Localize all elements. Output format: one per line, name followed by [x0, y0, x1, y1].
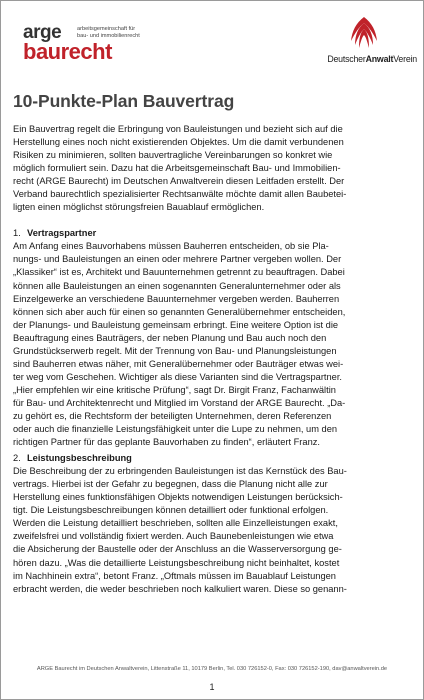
page-number: 1 — [209, 682, 215, 692]
text-line: die Absicherung der Baustelle oder der Anschluss an die Wasserversorgung ge- — [13, 544, 342, 555]
text-line: zu gehört es, die Rechtsform der beteiligten Unternehmen, deren Referenzen — [13, 410, 332, 421]
text-line: Herstellung eines funktionsfähigen Objekts notwendigen Leistungen berücksich- — [13, 492, 343, 503]
section-1-heading: 1. Vertragspartner — [13, 228, 97, 239]
text-line: recht (ARGE Baurecht) im Deutschen Anwaltverein diesen Leitfaden erstellt. Der — [13, 176, 345, 187]
logo-arge-word: arge — [23, 22, 62, 43]
text-line: zweifelsfrei und vollständig fixiert werden. Auch Baunebenleistungen wie etwa — [13, 531, 334, 542]
text-line: Grundstückserwerb regelt. Mit der Trennung von Bau- und Planungsleistungen — [13, 345, 337, 356]
dav-logo — [311, 15, 417, 71]
text-line: Ein Bauvertrag regelt die Erbringung von Bauleistungen und bezieht sich auf die — [13, 124, 343, 134]
section-2-paragraph — [13, 465, 411, 595]
intro-paragraph — [13, 123, 411, 214]
dav-eagle-icon — [346, 15, 382, 51]
text-line: richtigen Partner für das geplante Bauvorhaben zu finden“, erläutert Franz. — [13, 437, 320, 448]
text-line: Risiken zu minimieren, sollten bauvertragliche Vereinbarungen so konkret wie — [13, 150, 333, 161]
text-line: im Nachhinein extra“, betont Franz. „Oftmals müssen im Bauablauf Leistungen — [13, 570, 336, 581]
text-line: oder auch die finanzielle Leistungsfähigkeit unter die Lupe zu nehmen, um den — [13, 424, 338, 435]
text-line: möglich formuliert sein. Dazu hat die Arbeitsgemeinschaft Bau- und Immobilien- — [13, 163, 341, 174]
text-line: Werden die Leistung detailliert beschrieben, sollten alle Einzelleistungen exakt, — [13, 518, 338, 529]
text-line: „Klassiker“ ist es, Architekt und Bauunternehmen getrennt zu beauftragen. Dabei — [13, 267, 345, 278]
text-line: Verband baurechtlich spezialisierter Rechtsanwälte möchte damit allen Baubetei- — [13, 189, 347, 200]
text-line: für Bau- und Architektenrecht und Mitglied im Vorstand der ARGE Baurecht. „Da- — [13, 397, 346, 408]
logo-baurecht-word: baurecht — [23, 39, 112, 64]
text-line: können sich aber auch für einen so genannten Generalübernehmer entscheiden, — [13, 306, 346, 317]
text-line: Am Anfang eines Bauvorhabens müssen Bauherren entscheiden, ob sie Pla- — [13, 241, 329, 252]
text-line: vertrags. Hierbei ist der Gefahr zu begegnen, dass die Planung nicht alle zur — [13, 479, 328, 490]
text-line: erbracht werden, die weder beschrieben noch kalkuliert waren. Diese so genann- — [13, 583, 347, 594]
dav-wordmark: DeutscherAnwaltVerein — [327, 54, 417, 64]
text-line: sind Bauherren etwas näher, mit Generalübernehmer oder Bauträger etwas wei- — [13, 358, 344, 369]
text-line: „Hier empfehlen wir eine kritische Prüfung“, sagt Dr. Birgit Franz, Fachanwältin — [13, 384, 336, 395]
arge-baurecht-logo — [23, 23, 143, 65]
document-body — [13, 123, 411, 596]
text-line: Beauftragung eines Bauträgers, der neben Planung und Bau auch noch den — [13, 332, 327, 343]
text-line: Einzelgewerke an verschiedene Bauunternehmer vergeben werden. Bauherren — [13, 293, 340, 304]
section-1-paragraph — [13, 240, 411, 449]
text-line: Die Beschreibung der zu erbringenden Bauleistungen ist das Kernstück des Bau- — [13, 466, 347, 477]
document-title: 10-Punkte-Plan Bauvertrag — [13, 91, 235, 111]
text-line: tigt. Die Leistungsbeschreibungen können detailliert oder funktional erfolgen. — [13, 505, 329, 516]
text-line: der Planungs- und Bauleistung gemeinsam erbringt. Eine weitere Option ist die — [13, 319, 339, 330]
logo-arge-subtitle: arbeitsgemeinschaft für bau- und immobilienrecht — [77, 26, 140, 39]
page-footer: ARGE Baurecht im Deutschen Anwaltverein, Littenstraße 11, 10179 Berlin, Tel. 030 726152-0, Fax: 030 726152-190, dav@anwaltverein.de — [36, 666, 388, 672]
text-line: Herstellung eines noch nicht existierenden Objektes. Um die damit verbundenen — [13, 137, 344, 148]
section-2-heading: 2. Leistungsbeschreibung — [13, 453, 132, 464]
text-line: ter weg vom Geschehen. Wichtiger als diese Varianten sind die Vertragspartner. — [13, 371, 343, 382]
text-line: können alle Bauleistungen an einen sogenannten Generalunternehmer oder als — [13, 280, 341, 291]
text-line: nungs- und Bauleistungen an einen oder mehrere Partner vergeben wollen. Der — [13, 254, 342, 265]
text-line: ligten einen möglichst störungsfreien Bauablauf ermöglichen. — [13, 202, 265, 213]
text-line: hören dazu. „Was die detaillierte Leistungsbeschreibung nicht beinhaltet, kostet — [13, 557, 340, 568]
